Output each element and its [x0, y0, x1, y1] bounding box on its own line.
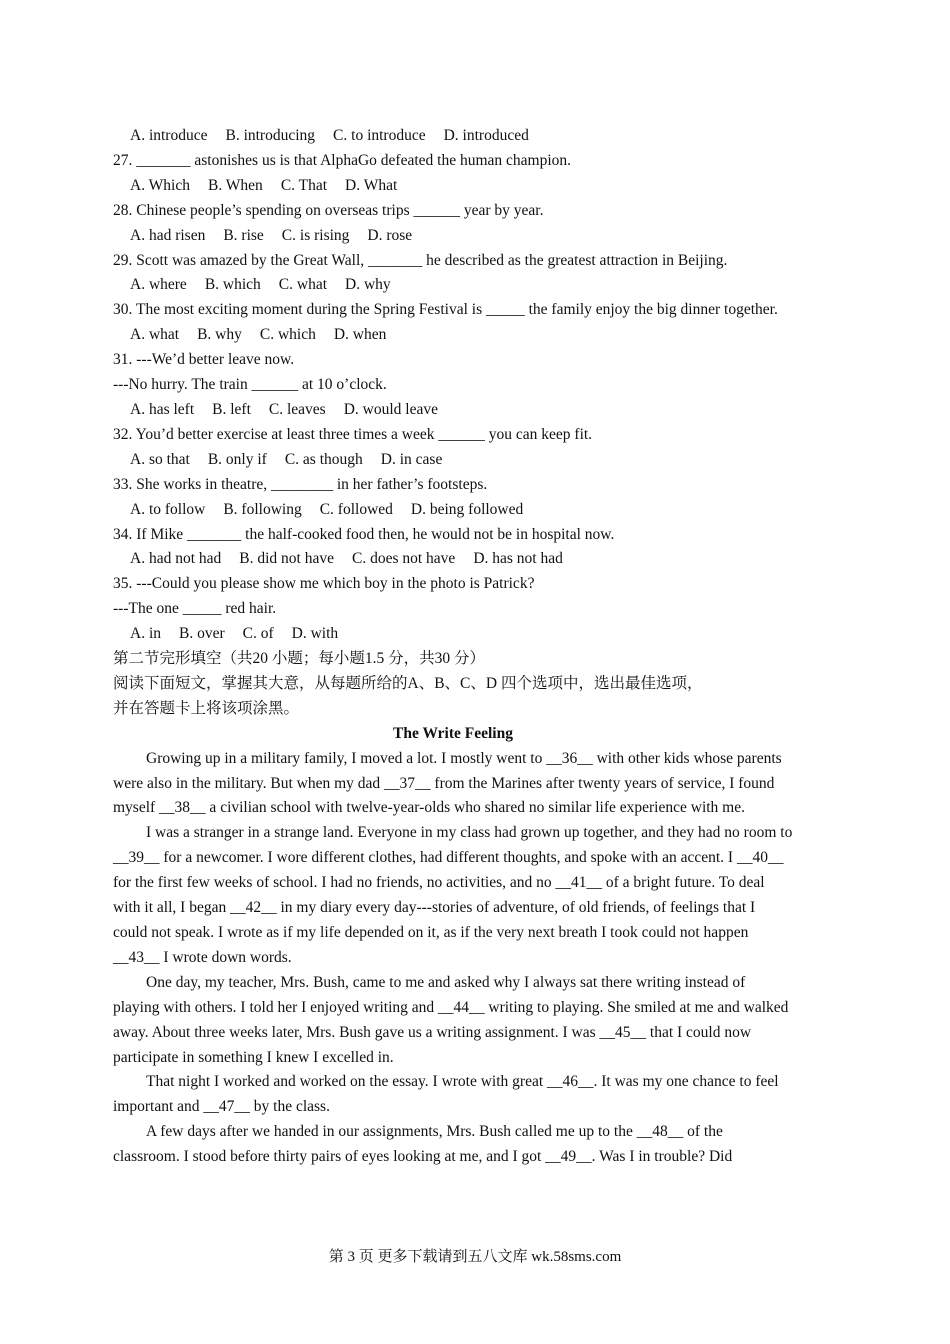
option: A. where: [130, 276, 187, 294]
passage-paragraph: I was a stranger in a strange land. Everyone in my class had grown up together, and they had no room to __39__ for a newcomer. I wore different clothes, had different thoughts, and spoke with an accent. I __40__ for the first few weeks of school. I had no friends, no activities, and no __41__ of a bright future. To deal with it all, I began __42__ in my diary every day---stories of adventure, of old friends, of feelings that I could not speak. I wrote as if my life depended on it, as if the very next breath I took could not happen __43__ I wrote down words.: [113, 824, 793, 966]
page-content: [113, 124, 793, 1170]
question-33-options: [113, 498, 793, 523]
option: C. followed: [319, 500, 393, 518]
option: B. why: [197, 326, 242, 344]
option: C. leaves: [268, 400, 326, 418]
option: D. being followed: [410, 500, 524, 518]
option: D. in case: [380, 450, 443, 468]
option: C. which: [259, 326, 316, 344]
option: A. had not had: [130, 550, 222, 568]
question-35-stem: 35. ---Could you please show me which boy in the photo is Patrick?: [113, 575, 535, 593]
option: A. to follow: [130, 500, 206, 518]
option: B. which: [204, 276, 261, 294]
passage-paragraph: A few days after we handed in our assignments, Mrs. Bush called me up to the __48__ of the classroom. I stood before thirty pairs of eyes looking at me, and I got __49__. Was I in trouble? Did: [113, 1123, 733, 1166]
page-footer: 第 3 页 更多下载请到五八文库 wk.58sms.com: [328, 1249, 622, 1265]
option: A. had risen: [130, 226, 206, 244]
option: A. introduce: [130, 127, 208, 144]
question-27-stem: 27. _______ astonishes us is that AlphaGo defeated the human champion.: [113, 151, 572, 169]
option: B. introducing: [225, 127, 316, 144]
question-29-stem: 29. Scott was amazed by the Great Wall, _______ he described as the greatest attraction in Beijing.: [113, 251, 728, 269]
passage-title: The Write Feeling: [393, 724, 513, 742]
question-29-options: [113, 273, 793, 298]
option: D. rose: [367, 226, 413, 244]
passage-paragraph: That night I worked and worked on the essay. I wrote with great __46__. It was my one chance to feel important and __47__ by the class.: [113, 1073, 779, 1116]
question-28-options: [113, 224, 793, 249]
option: C. to introduce: [333, 127, 426, 144]
question-28-stem: 28. Chinese people’s spending on overseas trips ______ year by year.: [113, 201, 544, 219]
question-33-stem: 33. She works in theatre, ________ in her father’s footsteps.: [113, 475, 488, 493]
option: D. when: [333, 326, 387, 344]
section-instruction-cont: 并在答题卡上将该项涂黑。: [113, 699, 300, 717]
option: A. so that: [130, 450, 190, 468]
option: C. That: [280, 176, 328, 194]
option: B. following: [223, 500, 302, 518]
option: B. over: [179, 625, 225, 643]
option: D. has not had: [473, 550, 563, 568]
option: B. rise: [223, 226, 264, 244]
option: C. is rising: [281, 226, 350, 244]
option: C. does not have: [351, 550, 456, 568]
passage-paragraph: One day, my teacher, Mrs. Bush, came to me and asked why I always sat there writing instead of playing with others. I told her I enjoyed writing and __44__ writing to playing. She smiled at me and walked away. About three weeks later, Mrs. Bush gave us a writing assignment. I was __45__ that I could now participate in something I knew I excelled in.: [113, 973, 789, 1066]
question-32-stem: 32. You’d better exercise at least three times a week ______ you can keep fit.: [113, 425, 593, 443]
question-35-options: [113, 622, 793, 647]
option: D. introduced: [443, 127, 529, 144]
question-34-options: [113, 547, 793, 572]
option: D. with: [291, 625, 339, 643]
option: A. what: [130, 326, 180, 344]
option: C. of: [242, 625, 274, 643]
question-30-stem: 30. The most exciting moment during the Spring Festival is _____ the family enjoy the big dinner together.: [113, 301, 778, 319]
option: D. would leave: [343, 400, 438, 418]
option: D. why: [345, 276, 391, 294]
section-heading: 第二节完形填空（共20 小题；每小题1.5 分，共30 分）: [113, 650, 486, 668]
option: C. as though: [284, 450, 363, 468]
option: B. left: [212, 400, 251, 418]
option: D. What: [345, 176, 398, 194]
option: A. in: [130, 625, 161, 643]
question-27-options: [113, 174, 793, 199]
question-32-options: [113, 448, 793, 473]
question-31-reply: ---No hurry. The train ______ at 10 o’clock.: [113, 376, 387, 394]
option: C. what: [278, 276, 327, 294]
option: A. Which: [130, 176, 190, 194]
question-34-stem: 34. If Mike _______ the half-cooked food then, he would not be in hospital now.: [113, 525, 615, 543]
option: B. When: [207, 176, 263, 194]
question-31-options: [113, 398, 793, 423]
option: A. has left: [130, 400, 195, 418]
q26-options: [113, 124, 793, 149]
option: B. did not have: [239, 550, 334, 568]
question-35-reply: ---The one _____ red hair.: [113, 600, 277, 618]
question-30-options: [113, 323, 793, 348]
section-instruction: 阅读下面短文，掌握其大意，从每题所给的A、B、C、D 四个选项中，选出最佳选项，: [113, 674, 703, 692]
passage-paragraph: Growing up in a military family, I moved a lot. I mostly went to __36__ with other kids whose parents were also in the military. But when my dad __37__ from the Marines after twenty years of service, I found myself __38__ a civilian school with twelve-year-olds who shared no similar life experience with me.: [113, 749, 782, 817]
option: B. only if: [207, 450, 267, 468]
question-31-stem: 31. ---We’d better leave now.: [113, 351, 295, 369]
